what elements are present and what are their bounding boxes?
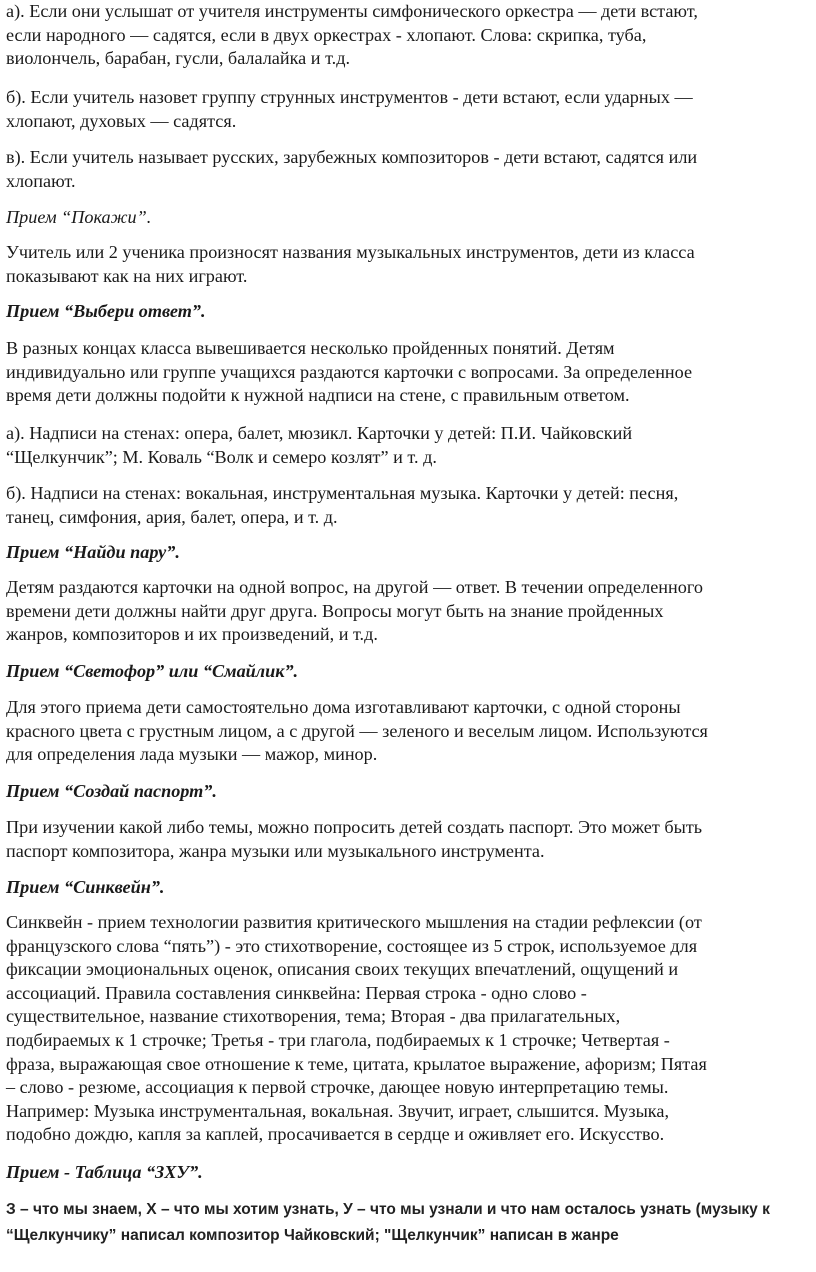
- paragraph-vyberi-b: б). Надписи на стенах: вокальная, инструментальная музыка. Карточки у детей: песня, танец, симфония, ария, балет, опера, и т. д.: [6, 483, 679, 527]
- paragraph-naydi-paru: Детям раздаются карточки на одной вопрос, на другой — ответ. В течении определенного времени дети должны найти друг друга. Вопросы могут быть на знание пройденных жанров, композиторов и их произведений, и т.д.: [6, 577, 703, 645]
- heading-sinkveyn: Прием “Синквейн”.: [6, 877, 165, 897]
- paragraph-v-composers: в). Если учитель называет русских, зарубежных композиторов - дети встают, садятся или хлопают.: [6, 147, 698, 191]
- heading-tablica-zhu: Прием - Таблица “ЗХУ”.: [6, 1162, 203, 1182]
- heading-svetofor: Прием “Светофор” или “Смайлик”.: [6, 661, 299, 681]
- paragraph-pokazhi: Учитель или 2 ученика произносят названия музыкальных инструментов, дети из класса показывают как на них играют.: [6, 242, 695, 286]
- paragraph-tablica-zhu: З – что мы знаем, Х – что мы хотим узнать, У – что мы узнали и что нам осталось узнать (музыку к “Щелкунчику” написал композитор Чайковский; "Щелкунчик” написан в жанре: [6, 1201, 770, 1244]
- paragraph-vyberi-a: а). Надписи на стенах: опера, балет, мюзикл. Карточки у детей: П.И. Чайковский “Щелкунчик”; М. Коваль “Волк и семеро козлят” и т. д.: [6, 423, 633, 467]
- heading-pasport: Прием “Создай паспорт”.: [6, 781, 217, 801]
- paragraph-a-orchestra: а). Если они услышат от учителя инструменты симфонического оркестра — дети встают, если народного — садятся, если в двух оркестрах - хлопают. Слова: скрипка, туба, виолончель, барабан, гусли, балалайка и т.д.: [6, 1, 698, 69]
- paragraph-pasport: При изучении какой либо темы, можно попросить детей создать паспорт. Это может быть паспорт композитора, жанра музыки или музыкального инструмента.: [6, 817, 703, 861]
- heading-vyberi-otvet: Прием “Выбери ответ”.: [6, 301, 206, 321]
- heading-naydi-paru: Прием “Найди пару”.: [6, 542, 180, 562]
- paragraph-b-instrument-groups: б). Если учитель назовет группу струнных инструментов - дети встают, если ударных — хлопают, духовых — садятся.: [6, 87, 693, 131]
- paragraph-svetofor: Для этого приема дети самостоятельно дома изготавливают карточки, с одной стороны красного цвета с грустным лицом, а с другой — зеленого и веселым лицом. Используются для определения лада музыки — мажор, минор.: [6, 697, 708, 765]
- paragraph-vyberi-otvet: В разных концах класса вывешивается несколько пройденных понятий. Детям индивидуально или группе учащихся раздаются карточки с вопросами. За определенное время дети должны подойти к нужной надписи на стене, с правильным ответом.: [6, 338, 693, 406]
- paragraph-sinkveyn: Синквейн - прием технологии развития критического мышления на стадии рефлексии (от французского слова “пять”) - это стихотворение, состоящее из 5 строк, используемое для фиксации эмоциональных оценок, описания своих текущих впечатлений, ощущений и ассоциаций. Правила составления синквейна: Первая строка - одно слово - существительное, название стихотворения, тема; Вторая - два прилагательных, подбираемых к 1 строчке; Третья - три глагола, подбираемых к 1 строчке; Четвертая - фраза, выражающая свое отношение к теме, цитата, крылатое выражение, афоризм; Пятая – слово - резюме, ассоциация к первой строчке, дающее новую интерпретацию темы. Например: Музыка инструментальная, вокальная. Звучит, играет, слышится. Музыка, подобно дождю, капля за каплей, просачивается в сердце и оживляет его. Искусство.: [6, 912, 707, 1145]
- heading-pokazhi: Прием “Покажи”.: [6, 207, 152, 227]
